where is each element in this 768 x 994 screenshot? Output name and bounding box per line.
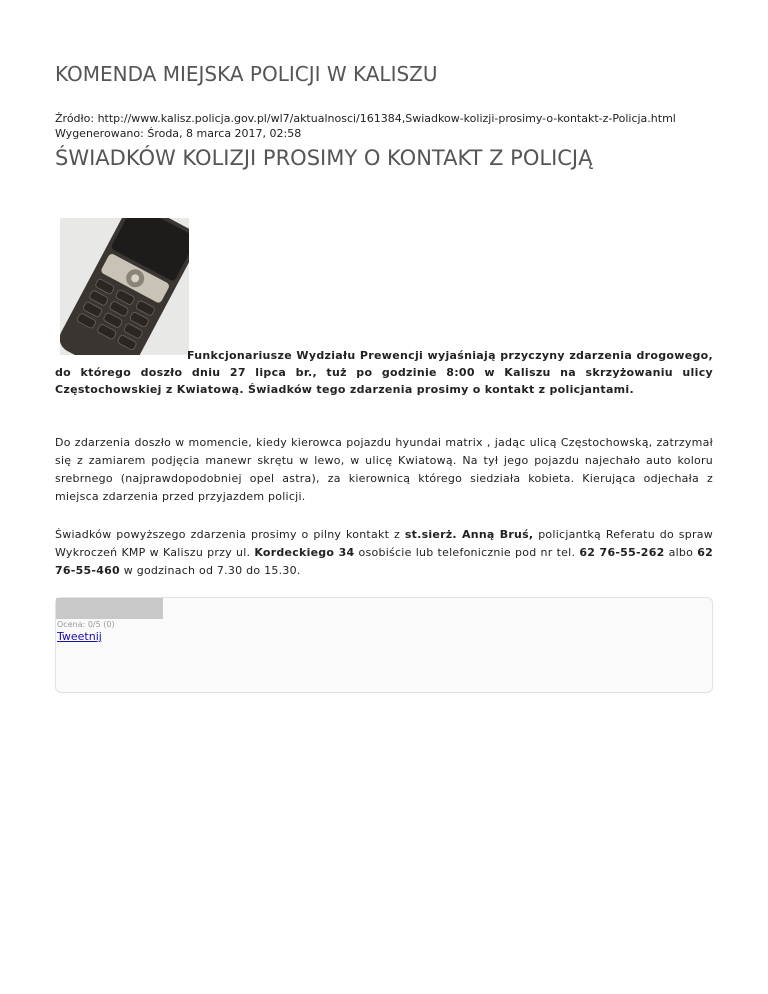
p2-text-5: w godzinach od 7.30 do 15.30. (119, 564, 301, 577)
generated-date: Wygenerowano: Środa, 8 marca 2017, 02:58 (55, 127, 302, 140)
meta-block (55, 111, 676, 141)
org-title: KOMENDA MIEJSKA POLICJI W KALISZU (55, 62, 438, 86)
article-lead (55, 347, 713, 398)
phone-image (60, 218, 189, 355)
source-url: Źródło: http://www.kalisz.policja.gov.pl/wl7/aktualnosci/161384,Swiadkow-kolizji-prosimy-o-kontakt-z-Policja.html (55, 112, 676, 125)
rating-box (55, 597, 713, 693)
rating-text: Ocena: 0/5 (0) (57, 620, 115, 629)
p2-text-1: Świadków powyższego zdarzenia prosimy o pilny kontakt z (55, 528, 405, 541)
p2-text-2: policjantką Referatu do spraw Wykroczeń KMP w Kaliszu przy ul. (55, 528, 714, 559)
address: Kordeckiego 34 (254, 546, 355, 559)
rating-bar[interactable] (56, 598, 163, 619)
phone-number-2: 62 76-55-460 (55, 546, 713, 577)
article-paragraph-2 (55, 526, 713, 580)
officer-name: st.sierż. Anną Bruś, (404, 528, 534, 541)
p2-text-3: osobiście lub telefonicznie pod nr tel. (354, 546, 580, 559)
p2-text-4: albo (664, 546, 698, 559)
article-title: ŚWIADKÓW KOLIZJI PROSIMY O KONTAKT Z POLICJĄ (55, 146, 593, 170)
article-paragraph-1: Do zdarzenia doszło w momencie, kiedy kierowca pojazdu hyundai matrix , jadąc ulicą Częstochowską, zatrzymał się z zamiarem podjęcia manewr skrętu w lewo, w ulicę Kwiatową. Na tył jego pojazdu najechało auto koloru srebrnego (najprawdopodobniej opel astra), za kierownicą którego siedziała kobieta. Kierująca odjechała z miejsca zdarzenia przed przyjazdem policji. (55, 436, 713, 503)
lead-text: Funkcjonariusze Wydziału Prewencji wyjaśniają przyczyny zdarzenia drogowego, do którego doszło dniu 27 lipca br., tuż po godzinie 8:00 w Kaliszu na skrzyżowaniu ulicy Częstochowskiej z Kwiatową. Świadków tego zdarzenia prosimy o kontakt z policjantami. (55, 349, 713, 396)
phone-number-1: 62 76-55-262 (579, 546, 665, 559)
article-photo (60, 218, 189, 355)
tweet-link[interactable]: Tweetnij (57, 630, 102, 643)
